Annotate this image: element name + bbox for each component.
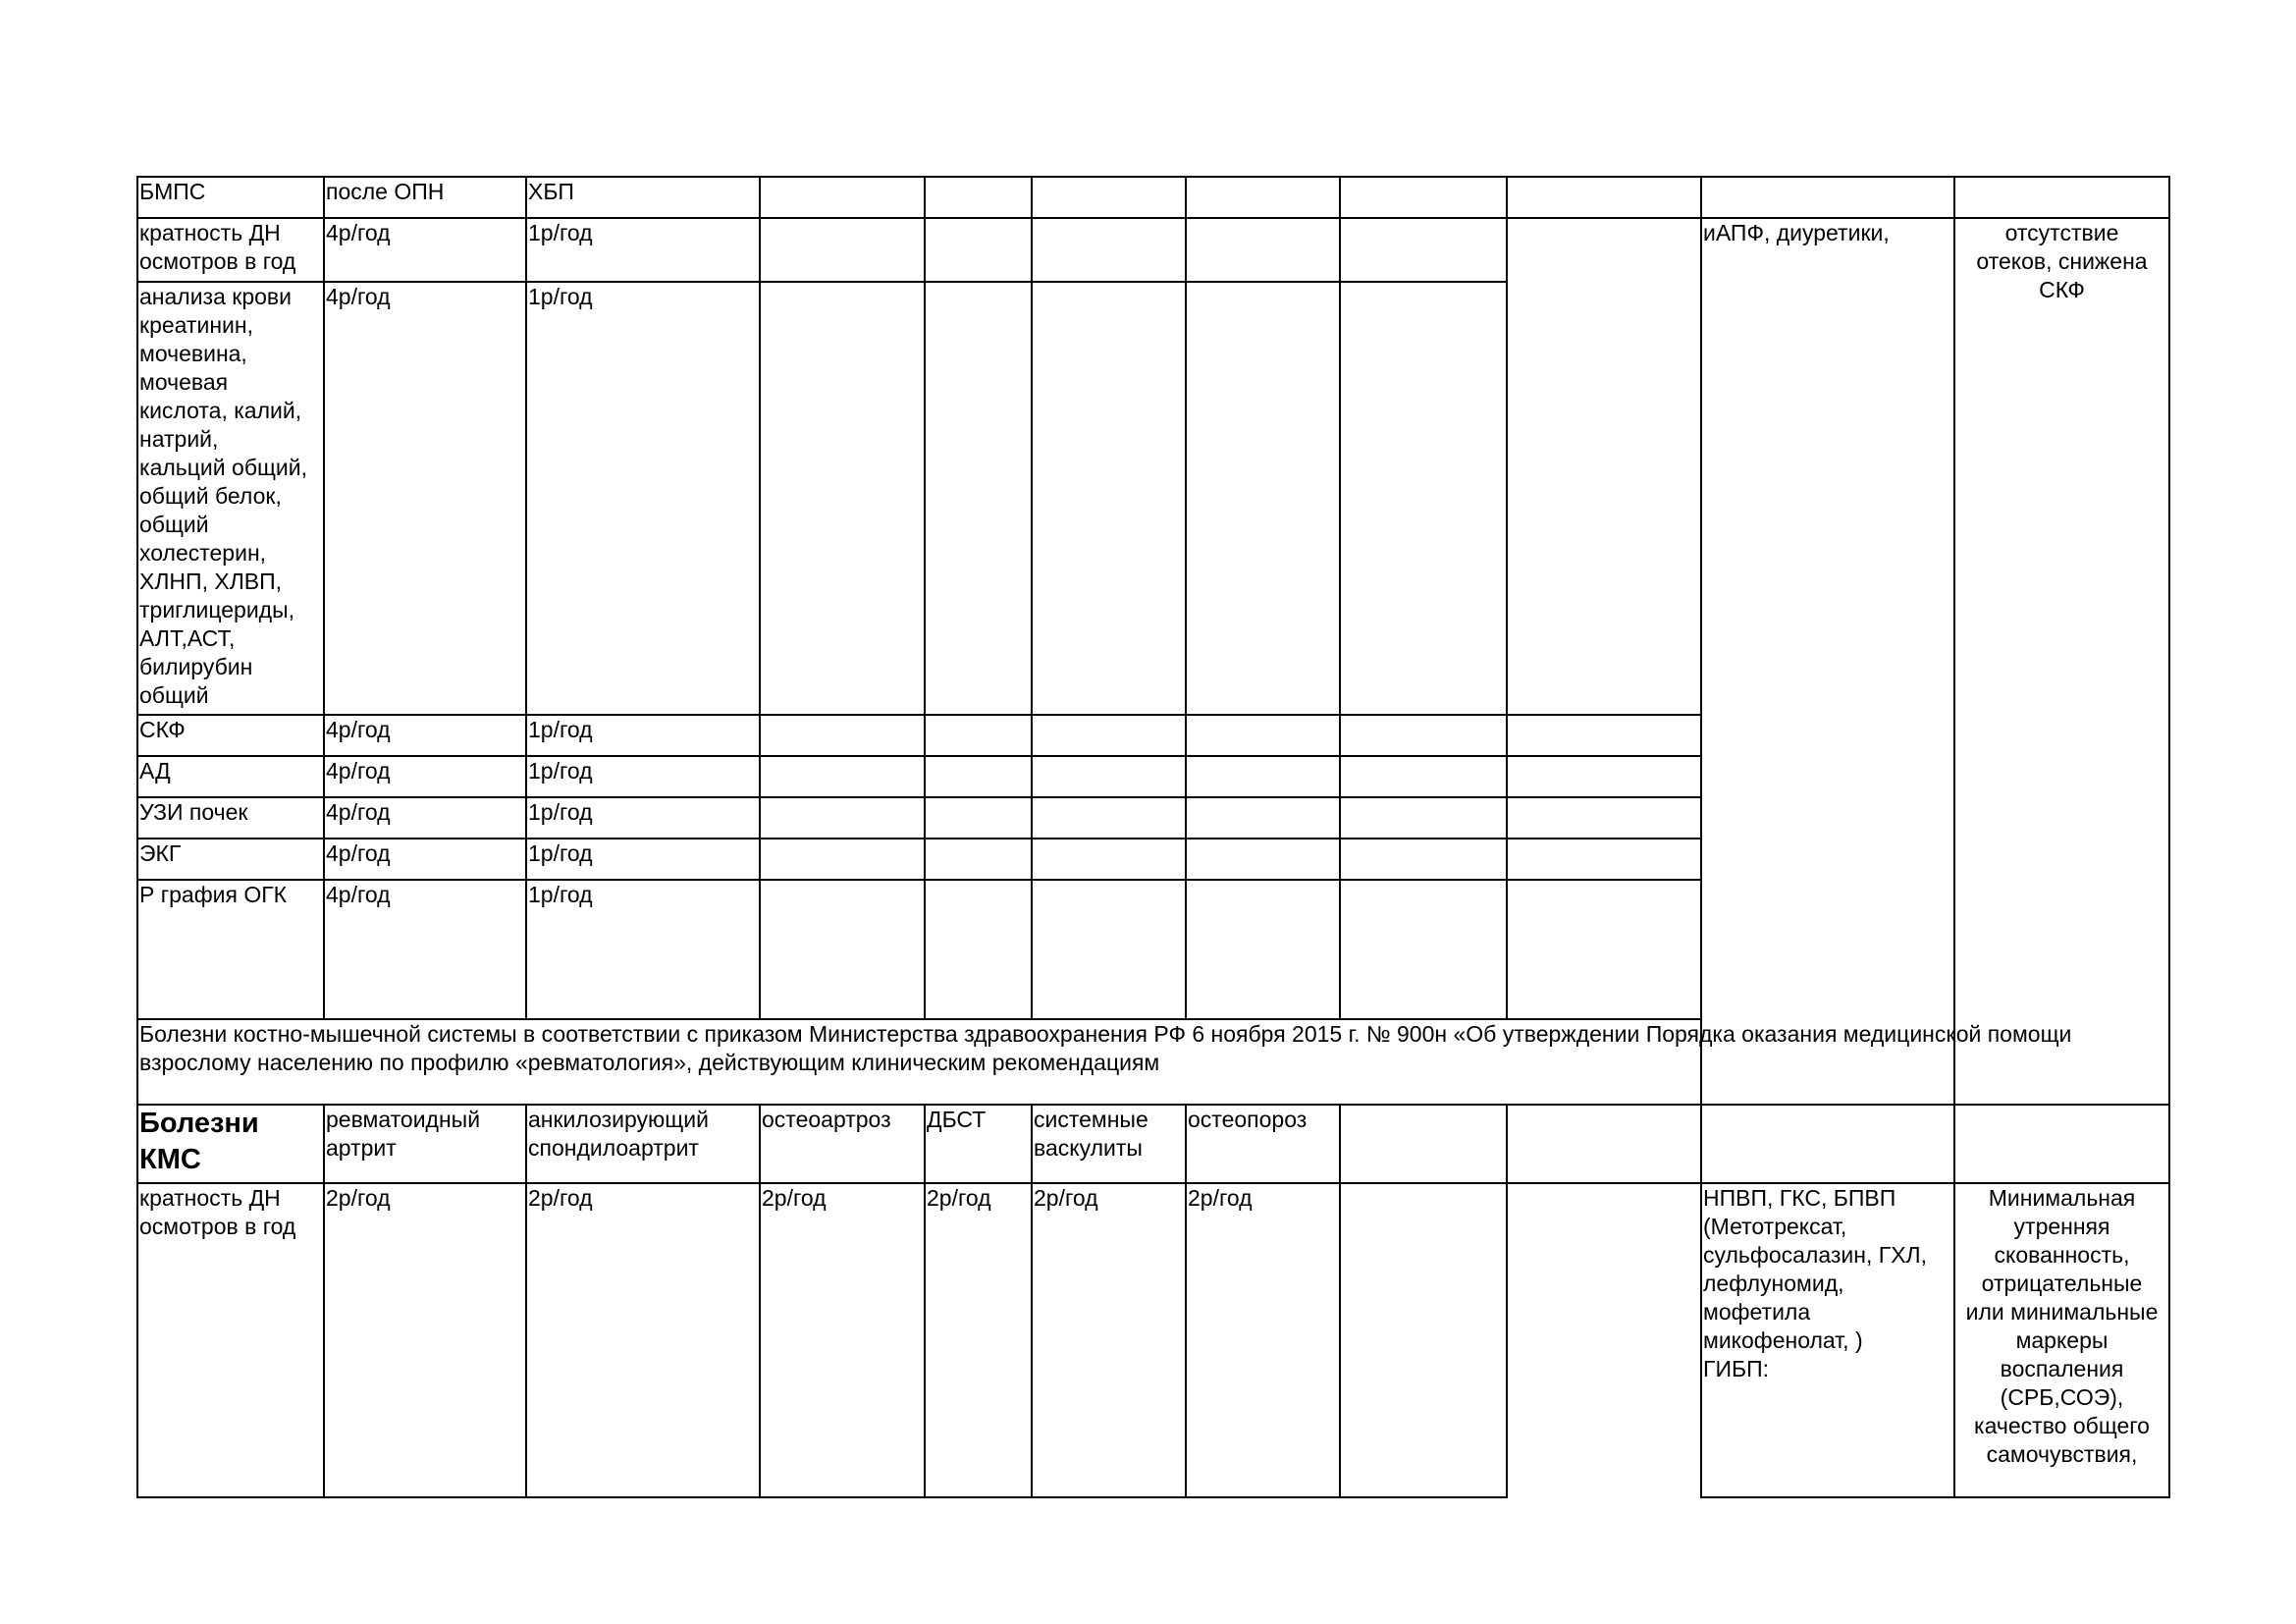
- section-note: Болезни костно-мышечной системы в соответствии с приказом Министерства здравоохранения РФ 6 ноября 2015 г. № 900н «Об утверждении Порядка оказания медицинской помощи взрослому населению по профилю «ревматология», действующим клиническим рекомендациям: [137, 1019, 2169, 1105]
- header-osteoporosis: остеопороз: [1186, 1105, 1340, 1183]
- header-vasculitis: системные васкулиты: [1032, 1105, 1186, 1183]
- row-label: Р графия ОГК: [137, 880, 324, 1019]
- row-value: 1р/год: [526, 218, 760, 282]
- row-value: 4р/год: [324, 218, 526, 282]
- row-label: УЗИ почек: [137, 797, 324, 839]
- row-value: 2р/год: [925, 1183, 1032, 1497]
- criteria-cell: Минимальная утренняя скованность, отрицательные или минимальные маркеры воспаления (СРБ,СОЭ), качество общего самочувствия,: [1954, 1183, 2169, 1497]
- row-value: 4р/год: [324, 715, 526, 756]
- row-label: кратность ДН осмотров в год: [137, 218, 324, 282]
- header-kms: Болезни КМС: [137, 1105, 324, 1183]
- row-value: 2р/год: [1032, 1183, 1186, 1497]
- table-row: [137, 177, 2169, 218]
- criteria-cell: отсутствие отеков, снижена СКФ: [1954, 218, 2169, 1105]
- row-value: 1р/год: [526, 839, 760, 880]
- row-value: 2р/год: [760, 1183, 925, 1497]
- drugs-cell: иАПФ, диуретики,: [1701, 218, 1954, 1105]
- row-label: анализа крови креатинин, мочевина, мочевая кислота, калий, натрий, кальций общий, общий белок, общий холестерин, ХЛНП, ХЛВП, триглицериды, АЛТ,АСТ, билирубин общий: [137, 282, 324, 715]
- row-value: 1р/год: [526, 756, 760, 797]
- table-row: [137, 1019, 2169, 1105]
- drugs-cell: НПВП, ГКС, БПВП (Метотрексат, сульфосалазин, ГХЛ, лефлуномид, мофетила микофенолат, ) ГИБП:: [1701, 1183, 1954, 1497]
- row-value: 4р/год: [324, 797, 526, 839]
- row-value: 1р/год: [526, 282, 760, 715]
- header-as: анкилозирующий спондилоартрит: [526, 1105, 760, 1183]
- header-dbst: ДБСТ: [925, 1105, 1032, 1183]
- row-label: ЭКГ: [137, 839, 324, 880]
- row-value: 2р/год: [526, 1183, 760, 1497]
- header-ra: ревматоидный артрит: [324, 1105, 526, 1183]
- row-value: 4р/год: [324, 839, 526, 880]
- table-row: [137, 218, 2169, 282]
- row-value: 1р/год: [526, 880, 760, 1019]
- row-value: 4р/год: [324, 756, 526, 797]
- header-hbp: ХБП: [526, 177, 760, 218]
- document-table: [136, 176, 2170, 1498]
- row-value: 4р/год: [324, 880, 526, 1019]
- header-after-opn: после ОПН: [324, 177, 526, 218]
- header-oa: остеоартроз: [760, 1105, 925, 1183]
- row-value: 2р/год: [1186, 1183, 1340, 1497]
- row-value: 1р/год: [526, 715, 760, 756]
- row-value: 1р/год: [526, 797, 760, 839]
- table-row: [137, 1183, 2169, 1497]
- row-label: АД: [137, 756, 324, 797]
- table-row: [137, 1105, 2169, 1183]
- row-label: кратность ДН осмотров в год: [137, 1183, 324, 1497]
- row-label: СКФ: [137, 715, 324, 756]
- header-bmps: БМПС: [137, 177, 324, 218]
- row-value: 4р/год: [324, 282, 526, 715]
- row-value: 2р/год: [324, 1183, 526, 1497]
